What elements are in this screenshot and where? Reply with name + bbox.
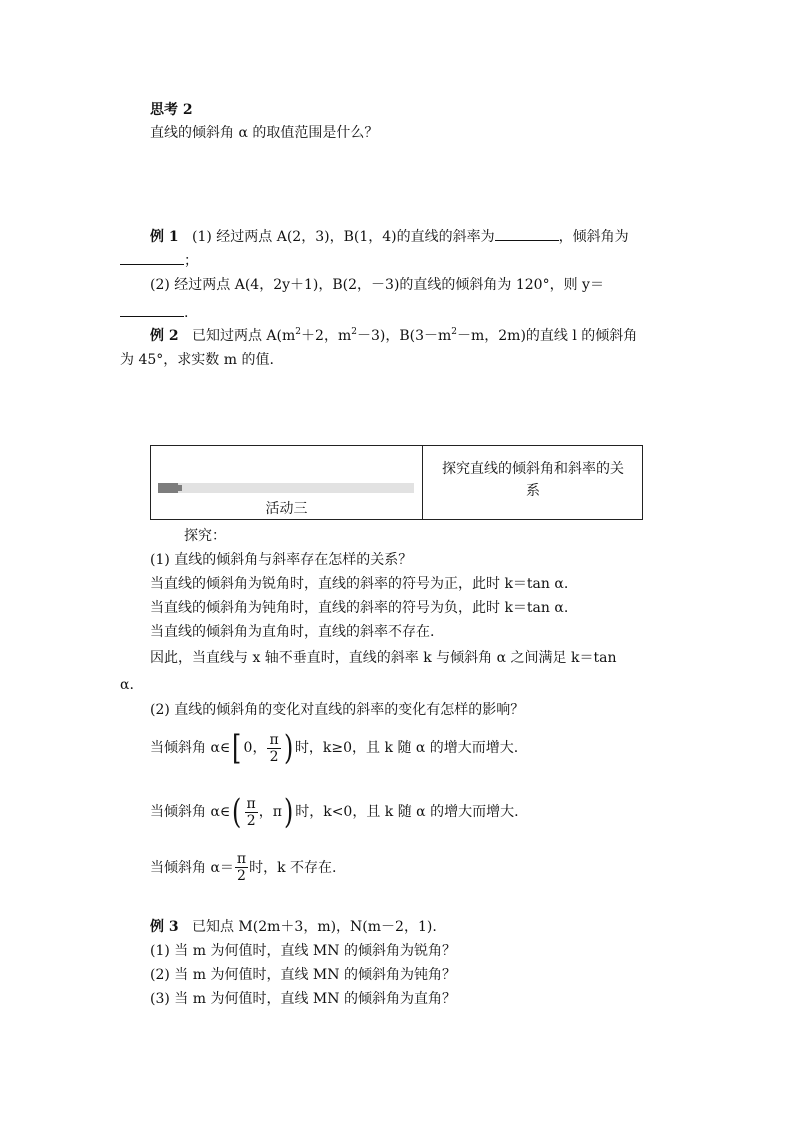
left-bracket-closed: [ bbox=[232, 728, 242, 768]
frac-numerator: π bbox=[269, 731, 279, 748]
activity-progress-bar bbox=[158, 483, 414, 493]
activity-title bbox=[423, 458, 643, 502]
activity-title-line1: 探究直线的倾斜角和斜率的关 bbox=[442, 461, 624, 477]
explore-range3 bbox=[150, 851, 337, 884]
activity-progress-fill bbox=[158, 483, 178, 493]
example2-line2: 为 45°，求实数 m 的值. bbox=[120, 352, 274, 368]
explore-range2 bbox=[150, 792, 519, 832]
answer-blank bbox=[120, 250, 184, 265]
range2-suffix: 时，k<0，且 k 随 α 的增大而增大. bbox=[295, 804, 519, 820]
range2-end: ，π bbox=[258, 804, 282, 820]
explore-a3: 当直线的倾斜角为直角时，直线的斜率不存在. bbox=[150, 624, 435, 640]
example2-line1 bbox=[150, 327, 637, 345]
pi-over-2 bbox=[235, 851, 248, 884]
frac-denominator: 2 bbox=[237, 868, 246, 884]
superscript: 2 bbox=[351, 327, 357, 337]
superscript: 2 bbox=[451, 327, 457, 337]
example2-label: 例 2 bbox=[150, 328, 179, 344]
range1-suffix: 时，k≥0，且 k 随 α 的增大而增大. bbox=[294, 740, 519, 756]
range3-suffix: 时，k 不存在. bbox=[249, 859, 337, 876]
activity-progress-cap bbox=[178, 485, 182, 491]
example1-q1-end: ； bbox=[184, 253, 198, 269]
range1-start: 0， bbox=[243, 740, 267, 756]
pi-over-2 bbox=[267, 732, 280, 765]
pi-over-2 bbox=[245, 796, 258, 829]
example2-text-d: －m，2m)的直线 l 的倾斜角 bbox=[457, 328, 638, 344]
example2-text-b: ＋2，m bbox=[301, 328, 352, 344]
explore-a2: 当直线的倾斜角为钝角时，直线的斜率的符号为负，此时 k＝tan α. bbox=[150, 600, 569, 616]
explore-a4: 因此，当直线与 x 轴不垂直时，直线的斜率 k 与倾斜角 α 之间满足 k＝tan bbox=[150, 650, 617, 666]
right-bracket-open: ) bbox=[283, 728, 293, 768]
activity-title-line2: 系 bbox=[526, 483, 540, 499]
example2-text-c: －3)，B(3－m bbox=[356, 328, 452, 344]
example1-q2-end: . bbox=[184, 305, 189, 321]
example1-q1-text: (1) 经过两点 A(2，3)，B(1，4)的直线的斜率为 bbox=[191, 229, 495, 245]
frac-numerator: π bbox=[246, 795, 256, 812]
example3-line1 bbox=[150, 918, 437, 936]
frac-numerator: π bbox=[236, 851, 247, 867]
example1-label: 例 1 bbox=[150, 229, 179, 245]
example1-q1 bbox=[150, 226, 629, 246]
activity-header-box bbox=[150, 445, 643, 520]
right-bracket-open: ) bbox=[283, 792, 294, 832]
activity-left-cell bbox=[151, 446, 423, 519]
explore-a4-cont: α. bbox=[120, 677, 134, 693]
range1-prefix: 当倾斜角 α∈ bbox=[150, 740, 231, 756]
example3-q3: (3) 当 m 为何值时，直线 MN 的倾斜角为直角？ bbox=[150, 991, 456, 1007]
frac-denominator: 2 bbox=[246, 812, 256, 829]
example1-q1-mid: ，倾斜角为 bbox=[558, 229, 629, 245]
explore-q2: (2) 直线的倾斜角的变化对直线的斜率的变化有怎样的影响？ bbox=[150, 702, 525, 718]
range3-prefix: 当倾斜角 α＝ bbox=[150, 859, 234, 876]
left-bracket-open: ( bbox=[232, 792, 242, 832]
example1-q2-cont bbox=[120, 302, 188, 322]
example1-q1-cont bbox=[120, 250, 198, 270]
range2-prefix: 当倾斜角 α∈ bbox=[150, 804, 231, 820]
think2-title: 思考 2 bbox=[150, 102, 193, 118]
example1-q2: (2) 经过两点 A(4，2y＋1)，B(2，－3)的直线的倾斜角为 120°，则 y＝ bbox=[150, 277, 604, 293]
example3-text: 已知点 M(2m＋3，m)，N(m－2，1). bbox=[191, 919, 437, 935]
think2-question: 直线的倾斜角 α 的取值范围是什么？ bbox=[150, 125, 379, 141]
example3-q1: (1) 当 m 为何值时，直线 MN 的倾斜角为锐角？ bbox=[150, 943, 456, 959]
answer-blank bbox=[120, 302, 184, 317]
explore-a1: 当直线的倾斜角为锐角时，直线的斜率的符号为正，此时 k＝tan α. bbox=[150, 576, 569, 592]
frac-denominator: 2 bbox=[269, 748, 279, 765]
explore-range1 bbox=[150, 728, 519, 768]
activity-name: 活动三 bbox=[265, 501, 308, 517]
superscript: 2 bbox=[295, 327, 302, 337]
example3-q2: (2) 当 m 为何值时，直线 MN 的倾斜角为钝角？ bbox=[150, 967, 456, 983]
example3-label: 例 3 bbox=[150, 919, 179, 935]
answer-blank bbox=[495, 226, 559, 241]
explore-q1: (1) 直线的倾斜角与斜率存在怎样的关系？ bbox=[150, 552, 413, 568]
example2-text-a: 已知过两点 A(m bbox=[191, 328, 296, 344]
explore-label: 探究： bbox=[184, 528, 226, 544]
